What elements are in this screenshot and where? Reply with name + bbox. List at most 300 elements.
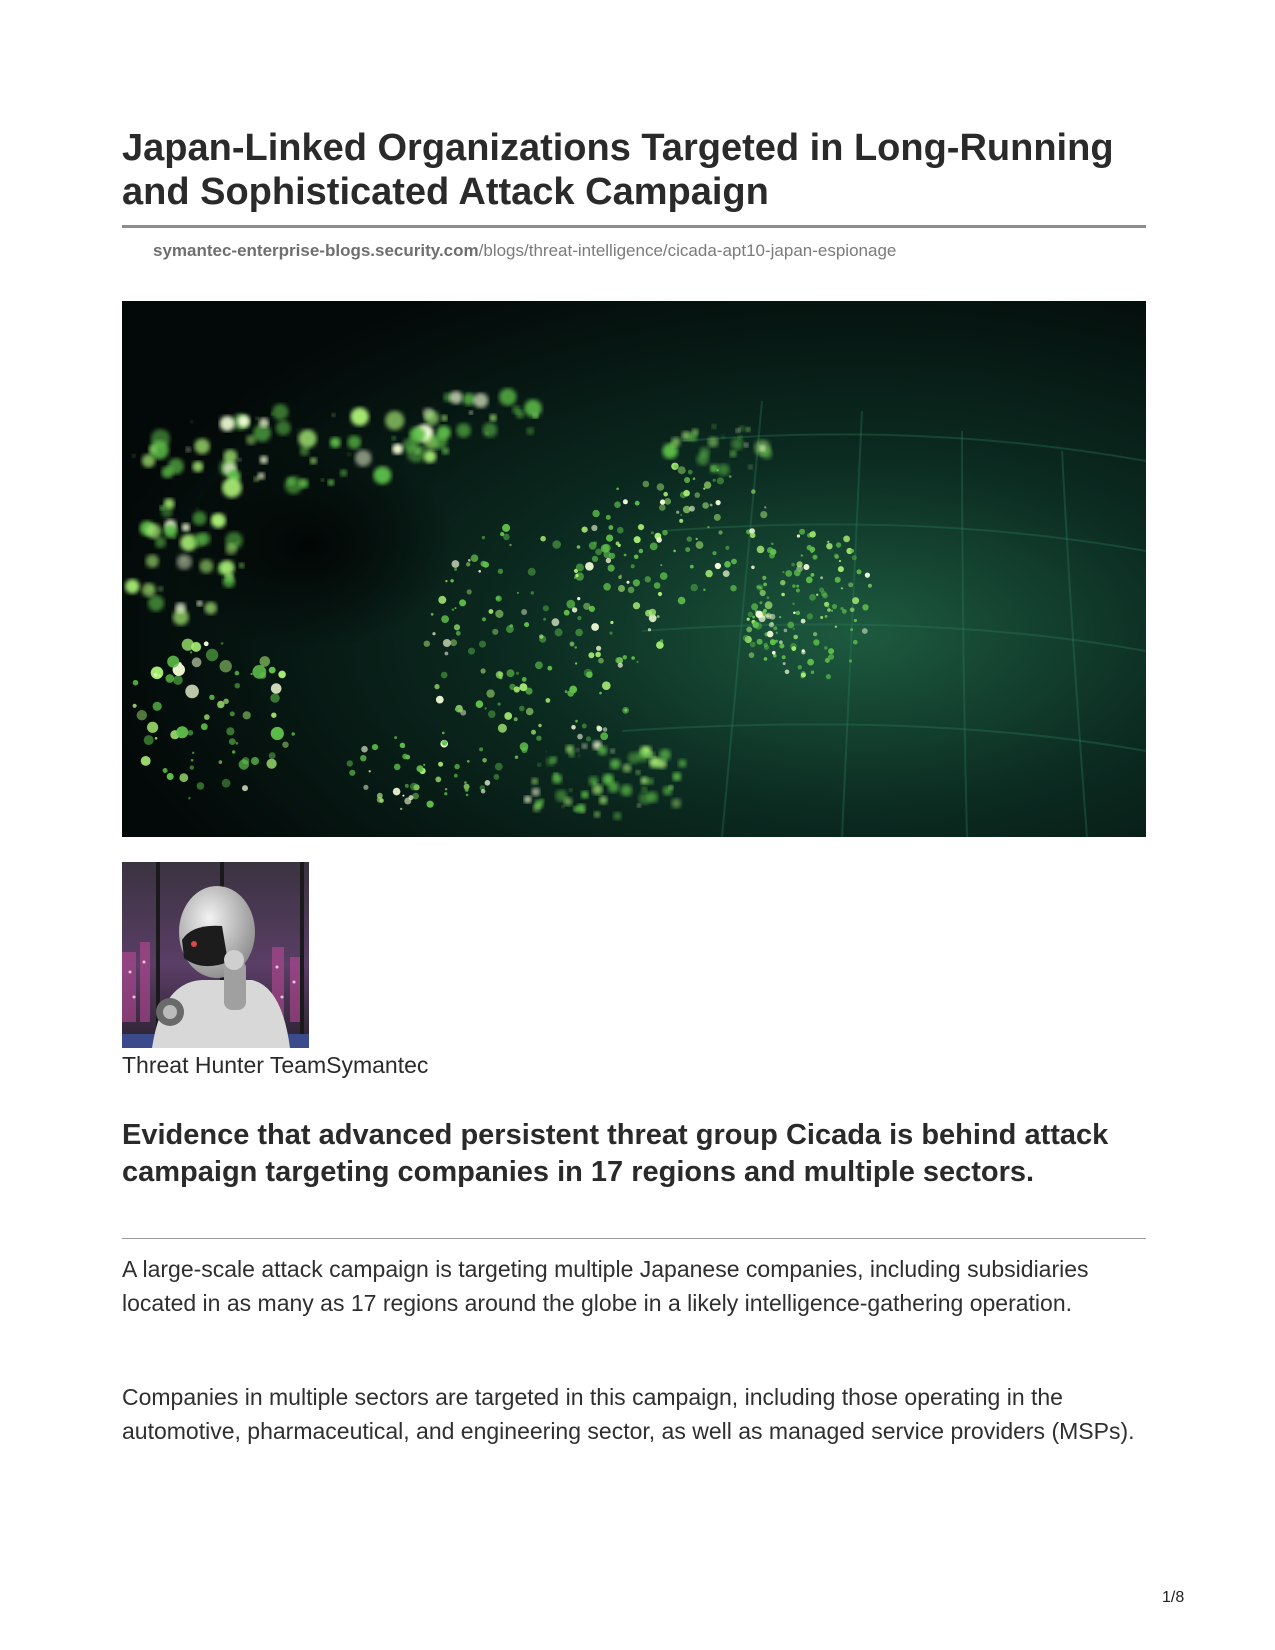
hero-light-dot — [450, 391, 463, 404]
hero-light-dot — [592, 510, 599, 517]
hero-light-dot — [713, 479, 716, 482]
hero-light-dot — [177, 554, 192, 569]
hero-light-dot — [811, 551, 814, 554]
hero-light-dot — [191, 759, 194, 762]
hero-light-dot — [454, 764, 459, 769]
hero-light-dot — [155, 537, 166, 548]
hero-light-dot — [801, 554, 803, 556]
hero-light-dot — [432, 632, 435, 635]
hero-light-dot — [385, 411, 404, 430]
hero-light-dot — [852, 597, 859, 604]
author-avatar-image — [122, 862, 309, 1048]
hero-light-dot — [297, 429, 299, 431]
hero-light-dot — [528, 568, 536, 576]
hero-light-dot — [752, 616, 755, 619]
author-name: Threat Hunter TeamSymantec — [122, 1052, 429, 1078]
hero-light-dot — [236, 742, 239, 745]
hero-light-dot — [848, 582, 853, 587]
hero-light-dot — [597, 726, 603, 732]
hero-light-dot — [521, 609, 527, 615]
hero-light-dot — [270, 693, 279, 702]
hero-light-dot — [519, 706, 525, 712]
hero-light-dot — [219, 760, 223, 764]
hero-light-dot — [658, 592, 662, 596]
hero-light-dot — [746, 627, 752, 633]
hero-light-dot — [850, 549, 854, 553]
hero-light-dot — [524, 622, 529, 627]
hero-light-dot — [400, 808, 402, 810]
hero-light-dot — [220, 660, 232, 672]
hero-light-dot — [132, 454, 135, 457]
hero-light-dot — [204, 602, 217, 615]
hero-light-dot — [531, 730, 536, 735]
hero-light-dot — [712, 424, 717, 429]
hero-light-dot — [862, 604, 868, 610]
hero-light-dot — [807, 613, 813, 619]
hero-light-dot — [575, 574, 578, 577]
hero-light-dot — [445, 652, 449, 656]
hero-light-dot — [167, 656, 179, 668]
hero-light-dot — [473, 393, 488, 408]
source-url-path[interactable]: /blogs/threat-intelligence/cicada-apt10-japan-espionage — [478, 241, 897, 260]
hero-light-dot — [584, 669, 593, 678]
hero-light-dot — [577, 545, 581, 549]
hero-light-dot — [660, 639, 663, 642]
hero-light-dot — [330, 437, 341, 448]
hero-light-dot — [793, 612, 796, 615]
hero-light-dot — [748, 612, 753, 617]
hero-light-dot — [639, 549, 644, 554]
hero-light-dot — [600, 732, 608, 740]
hero-light-dot — [455, 626, 459, 630]
hero-light-dot — [721, 435, 725, 439]
hero-light-dot — [464, 781, 467, 784]
hero-light-dot — [271, 683, 282, 694]
hero-light-dot — [251, 673, 253, 675]
hero-light-dot — [609, 632, 612, 635]
hero-light-dot — [812, 555, 817, 560]
hero-light-dot — [598, 746, 608, 756]
hero-light-dot — [566, 600, 575, 609]
hero-light-dot — [750, 533, 756, 539]
hero-light-dot — [695, 492, 701, 498]
hero-light-dot — [328, 479, 334, 485]
hero-light-dot — [731, 438, 743, 450]
hero-light-dot — [637, 803, 641, 807]
hero-light-dot — [494, 774, 500, 780]
hero-light-dot — [192, 461, 203, 472]
hero-light-dot — [623, 499, 628, 504]
hero-light-dot — [671, 798, 681, 808]
hero-light-dot — [380, 799, 384, 803]
hero-light-dot — [636, 770, 641, 775]
hero-light-dot — [767, 596, 770, 599]
hero-light-dot — [194, 439, 210, 455]
hero-light-dot — [402, 795, 404, 797]
hero-light-dot — [482, 758, 487, 763]
hero-light-dot — [621, 785, 633, 797]
hero-light-dot — [191, 421, 193, 423]
hero-light-dot — [764, 506, 766, 508]
hero-light-dot — [515, 756, 518, 759]
hero-light-dot — [499, 388, 516, 405]
hero-light-dot — [173, 675, 183, 685]
hero-light-dot — [820, 576, 823, 579]
hero-light-dot — [616, 488, 619, 491]
hero-light-dot — [392, 444, 403, 455]
hero-light-dot — [405, 784, 409, 788]
hero-light-dot — [576, 564, 584, 572]
hero-light-dot — [672, 772, 681, 781]
hero-light-dot — [575, 629, 583, 637]
hero-light-dot — [209, 695, 214, 700]
hero-light-dot — [409, 427, 425, 443]
hero-light-dot — [831, 610, 833, 612]
hero-light-dot — [700, 447, 710, 457]
hero-light-dot — [514, 717, 518, 721]
hero-light-dot — [498, 703, 501, 706]
hero-light-dot — [610, 621, 613, 624]
hero-light-dot — [441, 415, 447, 421]
hero-light-dot — [192, 534, 206, 548]
hero-light-dot — [436, 696, 444, 704]
hero-light-dot — [392, 436, 396, 440]
hero-light-dot — [807, 659, 814, 666]
hero-light-dot — [596, 646, 601, 651]
hero-light-dot — [731, 559, 737, 565]
hero-light-dot — [707, 526, 709, 528]
hero-light-dot — [348, 453, 351, 456]
hero-light-dot — [466, 562, 470, 566]
hero-light-dot — [711, 466, 717, 472]
hero-light-dot — [827, 541, 829, 543]
hero-light-dot — [524, 796, 531, 803]
hero-light-dot — [321, 479, 324, 482]
hero-light-dot — [223, 575, 235, 587]
hero-light-dot — [797, 561, 803, 567]
hero-light-dot — [606, 535, 613, 542]
body-paragraph: Companies in multiple sectors are targeted in this campaign, including those operating in the automotive, pharmaceutical, and engineering sector, as well as managed service providers (MSPs). — [122, 1384, 1135, 1444]
hero-light-dot — [238, 458, 241, 461]
hero-light-dot — [355, 450, 372, 467]
hero-light-dot — [772, 651, 776, 655]
hero-light-dot — [615, 657, 621, 663]
hero-light-dot — [454, 774, 458, 778]
hero-light-dot — [782, 655, 786, 659]
hero-light-dot — [226, 727, 234, 735]
hero-light-dot — [125, 579, 140, 594]
hero-light-dot — [660, 564, 662, 566]
hero-light-dot — [190, 651, 192, 653]
hero-light-dot — [599, 796, 607, 804]
hero-light-dot — [633, 602, 640, 609]
hero-light-dot — [839, 560, 841, 562]
hero-light-dot — [450, 579, 453, 582]
hero-light-dot — [750, 642, 756, 648]
hero-light-dot — [373, 466, 391, 484]
hero-light-dot — [509, 544, 511, 546]
hero-light-dot — [736, 428, 740, 432]
hero-light-dot — [807, 545, 812, 550]
hero-light-dot — [539, 634, 543, 638]
hero-light-dot — [642, 787, 648, 793]
hero-light-dot — [685, 547, 690, 552]
hero-light-dot — [765, 613, 771, 619]
hero-light-dot — [813, 632, 817, 636]
hero-light-dot — [710, 504, 713, 507]
hero-light-dot — [673, 550, 676, 553]
hero-light-dot — [260, 456, 268, 464]
hero-light-dot — [688, 433, 697, 442]
hero-light-dot — [466, 794, 469, 797]
hero-light-dot — [744, 443, 748, 447]
hero-light-dot — [743, 635, 749, 641]
hero-light-dot — [159, 675, 161, 677]
hero-light-dot — [782, 571, 784, 573]
hero-light-dot — [793, 628, 795, 630]
hero-light-dot — [857, 569, 862, 574]
hero-light-dot — [606, 558, 611, 563]
hero-light-dot — [485, 432, 488, 435]
hero-light-dot — [593, 782, 596, 785]
hero-light-dot — [225, 543, 237, 555]
hero-light-dot — [841, 587, 843, 589]
hero-light-dot — [801, 673, 806, 678]
hero-light-dot — [634, 536, 641, 543]
hero-light-dot — [714, 514, 721, 521]
hero-light-dot — [282, 742, 288, 748]
hero-light-dot — [572, 607, 577, 612]
hero-light-dot — [434, 684, 439, 689]
hero-light-dot — [148, 595, 164, 611]
hero-light-dot — [524, 400, 542, 418]
hero-light-dot — [755, 622, 762, 629]
hero-light-dot — [806, 577, 813, 584]
hero-light-dot — [702, 502, 709, 509]
hero-light-dot — [521, 747, 527, 753]
hero-light-dot — [785, 670, 790, 675]
hero-light-dot — [565, 690, 568, 693]
hero-light-dot — [243, 711, 251, 719]
hero-light-dot — [441, 672, 448, 679]
hero-light-dot — [723, 570, 730, 577]
hero-light-dot — [435, 777, 441, 783]
hero-light-dot — [423, 764, 425, 766]
hero-light-dot — [645, 610, 652, 617]
hero-light-dot — [476, 700, 484, 708]
hero-light-dot — [663, 492, 668, 497]
hero-light-dot — [631, 564, 635, 568]
hero-light-dot — [820, 616, 823, 619]
hero-light-dot — [452, 560, 460, 568]
hero-light-dot — [679, 519, 683, 523]
hero-light-dot — [636, 661, 638, 663]
hero-light-dot — [405, 755, 410, 760]
hero-light-dot — [490, 414, 497, 421]
hero-light-dot — [687, 536, 692, 541]
hero-light-dot — [780, 580, 785, 585]
hero-light-dot — [826, 543, 832, 549]
hero-light-dot — [445, 788, 447, 790]
hero-light-dot — [827, 605, 830, 608]
hero-light-dot — [749, 652, 755, 658]
hero-light-dot — [779, 640, 783, 644]
hero-light-dot — [452, 609, 454, 611]
hero-light-dot — [613, 812, 621, 820]
hero-light-dot — [555, 628, 563, 636]
hero-light-dot — [410, 783, 418, 791]
hero-light-dot — [684, 477, 690, 483]
source-url[interactable] — [153, 240, 896, 262]
hero-light-dot — [271, 713, 276, 718]
hero-light-dot — [298, 430, 316, 448]
hero-light-dot — [256, 417, 259, 420]
hero-light-dot — [803, 564, 809, 570]
hero-light-dot — [204, 714, 210, 720]
hero-light-dot — [220, 416, 235, 431]
hero-light-dot — [582, 810, 585, 813]
hero-light-dot — [536, 736, 541, 741]
hero-light-dot — [141, 756, 151, 766]
hero-light-dot — [608, 565, 615, 572]
hero-light-dot — [704, 481, 711, 488]
hero-light-dot — [570, 642, 575, 647]
hero-light-dot — [763, 583, 767, 587]
hero-light-dot — [479, 747, 483, 751]
hero-light-dot — [155, 737, 158, 740]
hero-light-dot — [852, 555, 857, 560]
hero-light-dot — [267, 759, 277, 769]
hero-light-dot — [577, 597, 580, 600]
hero-light-dot — [573, 806, 579, 812]
hero-light-dot — [271, 727, 284, 740]
hero-image — [122, 301, 1146, 837]
source-url-domain[interactable]: symantec-enterprise-blogs.security.com — [153, 241, 479, 260]
hero-light-dot — [824, 646, 827, 649]
hero-light-dot — [582, 527, 588, 533]
hero-light-dot — [223, 449, 237, 463]
hero-light-dot — [648, 628, 651, 631]
hero-light-dot — [816, 594, 818, 596]
hero-light-dot — [186, 447, 191, 452]
hero-light-dot — [254, 476, 260, 482]
hero-light-dot — [486, 689, 494, 697]
hero-light-dot — [502, 524, 510, 532]
hero-light-dot — [167, 773, 174, 780]
hero-light-dot — [407, 443, 426, 462]
hero-light-dot — [504, 712, 512, 720]
hero-light-dot — [591, 525, 597, 531]
hero-light-dot — [526, 427, 534, 435]
hero-light-dot — [773, 626, 777, 630]
hero-light-dot — [400, 743, 405, 748]
hero-light-dot — [465, 788, 469, 792]
hero-light-dot — [696, 541, 704, 549]
hero-light-dot — [718, 464, 730, 476]
hero-light-dot — [662, 530, 668, 536]
hero-light-dot — [791, 646, 796, 651]
hero-light-dot — [622, 707, 629, 714]
title-divider — [122, 225, 1146, 228]
hero-light-dot — [776, 632, 778, 634]
hero-light-dot — [765, 601, 773, 609]
hero-light-dot — [680, 514, 682, 516]
hero-light-dot — [850, 608, 855, 613]
hero-light-dot — [431, 613, 434, 616]
hero-light-dot — [531, 778, 538, 785]
article-title: Japan-Linked Organizations Targeted in Long-Running and Sophisticated Attack Campaign — [122, 127, 1114, 213]
hero-light-dot — [299, 479, 309, 489]
hero-light-dot — [222, 478, 242, 498]
hero-light-dot — [516, 410, 524, 418]
hero-light-dot — [828, 648, 834, 654]
hero-light-dot — [585, 562, 594, 571]
hero-light-dot — [769, 622, 774, 627]
hero-light-dot — [522, 677, 527, 682]
hero-light-dot — [690, 565, 694, 569]
hero-light-dot — [193, 511, 207, 525]
hero-light-dot — [654, 582, 661, 589]
hero-light-dot — [678, 597, 686, 605]
hero-light-dot — [835, 577, 841, 583]
hero-light-dot — [595, 652, 601, 658]
hero-light-dot — [222, 779, 231, 788]
hero-light-dot — [643, 481, 650, 488]
hero-light-dot — [552, 540, 561, 549]
hero-light-dot — [787, 622, 794, 629]
hero-light-dot — [794, 569, 801, 576]
hero-light-dot — [500, 532, 504, 536]
hero-light-dot — [608, 782, 619, 793]
hero-light-dot — [351, 408, 369, 426]
hero-light-dot — [220, 560, 235, 575]
hero-light-dot — [149, 445, 158, 454]
hero-light-dot — [510, 624, 513, 627]
hero-light-dot — [251, 757, 259, 765]
hero-light-dot — [606, 515, 611, 520]
hero-light-dot — [799, 529, 805, 535]
hero-light-dot — [146, 524, 161, 539]
hero-light-dot — [663, 786, 672, 795]
hero-light-dot — [514, 686, 520, 692]
hero-light-dot — [628, 752, 640, 764]
hero-light-dot — [538, 724, 541, 727]
hero-light-dot — [618, 576, 622, 580]
hero-light-dot — [825, 615, 828, 618]
hero-light-dot — [543, 618, 546, 621]
hero-light-dot — [771, 543, 774, 546]
hero-light-dot — [595, 549, 602, 556]
hero-light-dot — [237, 415, 249, 427]
hero-light-dot — [468, 559, 471, 562]
hero-light-dot — [188, 730, 194, 736]
hero-light-dot — [252, 665, 266, 679]
hero-light-dot — [835, 626, 837, 628]
hero-light-dot — [179, 773, 188, 782]
hero-light-dot — [813, 639, 819, 645]
hero-light-dot — [828, 654, 834, 660]
hero-light-dot — [481, 561, 487, 567]
hero-light-dot — [535, 661, 543, 669]
hero-light-dot — [445, 580, 447, 582]
hero-light-dot — [516, 672, 519, 675]
hero-light-dot — [190, 765, 194, 769]
hero-light-dot — [575, 662, 577, 664]
hero-light-dot — [592, 556, 598, 562]
hero-light-dot — [617, 527, 624, 534]
hero-light-dot — [151, 429, 170, 448]
hero-light-dot — [801, 619, 806, 624]
